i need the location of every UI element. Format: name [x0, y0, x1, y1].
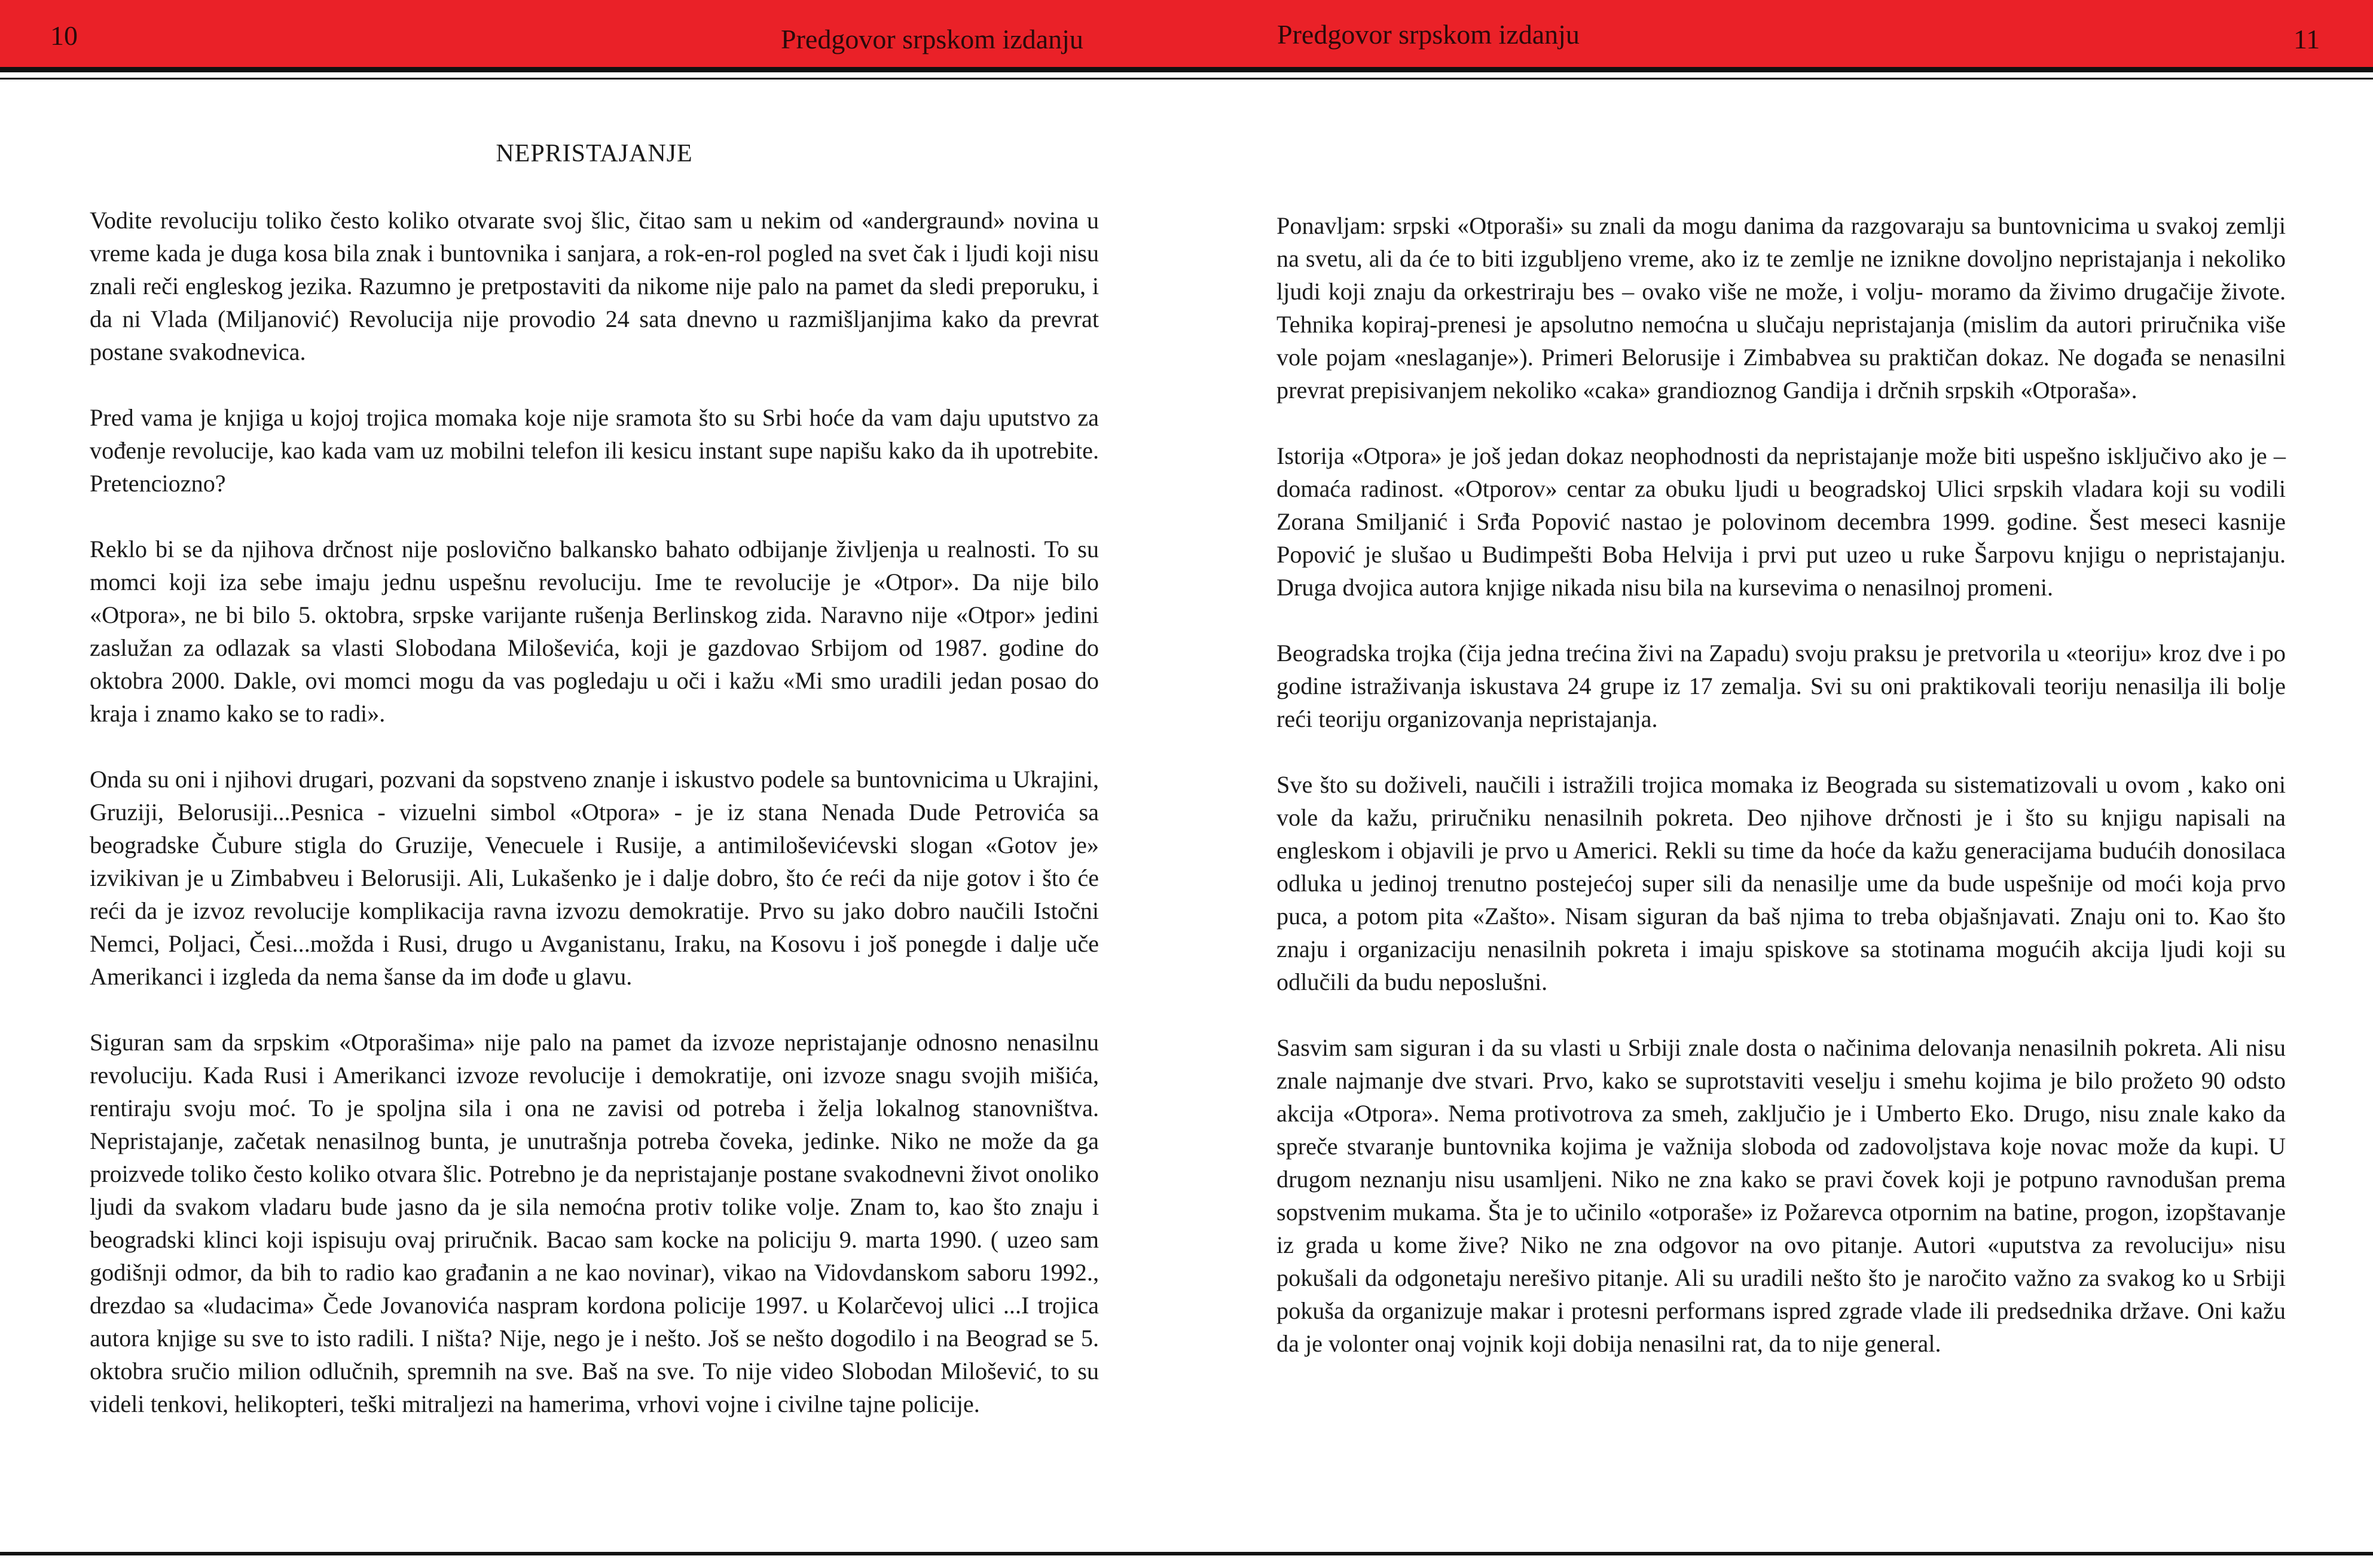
page-number-left: 10 [50, 20, 78, 51]
right-page-text [1276, 209, 2286, 1393]
running-title-right: Predgovor srpskom izdanju [1277, 19, 1580, 50]
paragraph: Reklo bi se da njihova drčnost nije poslovično balkansko bahato odbijanje življenja u realnosti. To su momci koji iza sebe imaju jednu uspešnu revoluciju. Ime te revolucije je «Otpor». Da nije bilo «Otpora», ne bi bilo 5. oktobra, srpske varijante rušenja Berlinskog zida. Naravno nije «Otpor» jedini zaslužan za odlazak sa vlasti Slobodana Miloševića, koji je gazdovao Srbijom od 1987. godine do oktobra 2000. Dakle, ovi momci mogu da vas pogledaju u oči i kažu «Mi smo uradili jedan posao do kraja i znamo kako se to radi». [90, 536, 1099, 727]
paragraph: Onda su oni i njihovi drugari, pozvani da sopstveno znanje i iskustvo podele sa buntovnicima u Ukrajini, Gruziji, Belorusiji...Pesnica - vizuelni simbol «Otpora» - je iz stana Nenada Dude Petrovića sa beogradske Čubure stigla do Gruzije, Venecuele i Rusije, a antimiloševićevski slogan «Gotov je» izvikivan je u Zimbabveu i Belorusiji. Ali, Lukašenko je i dalje dobro, što će reći da nije gotov i što će reći da je izvoz revolucije komplikacija ravna izvozu demokratije. Prvo su jako dobro naučili Istočni Nemci, Poljaci, Česi...možda i Rusi, drugo u Avganistanu, Iraku, na Kosovu i još ponegde i dalje uče Amerikanci i izgleda da nema šanse da im dođe u glavu. [90, 766, 1099, 990]
section-heading: NEPRISTAJANJE [496, 140, 693, 167]
paragraph: Ponavljam: srpski «Otporaši» su znali da mogu danima da razgovaraju sa buntovnicima u svakoj zemlji na svetu, ali da će to biti izgubljeno vreme, ako iz te zemlje ne iznikne dovoljno nepristajanja i nekoliko ljudi koji znaju da orkestriraju bes – ovako više ne može, i volju- moramo da živimo drugačije živote. Tehnika kopiraj-prenesi je apsolutno nemoćna u slučaju nepristajanja (mislim da autori priručnika više vole pojam «neslaganje»). Primeri Belorusije i Zimbabvea su praktičan dokaz. Ne događa se nenasilni prevrat prepisivanjem nekoliko «caka» grandioznog Gandija i drčnih srpskih «Otporaša». [1276, 212, 2286, 404]
running-title-left: Predgovor srpskom izdanju [781, 24, 1083, 54]
paragraph: Sasvim sam siguran i da su vlasti u Srbiji znale dosta o načinima delovanja nenasilnih pokreta. Ali nisu znale najmanje dve stvari. Prvo, kako se suprotstaviti veselju i smehu kojima je bilo prožeto 90 odsto akcija «Otpora». Nema protivotrova za smeh, zaključio je i Umberto Eko. Drugo, nisu znale kako da spreče stvaranje buntovnika kojima je važnija sloboda od zadovoljstava koje novac može da kupi. U drugom neznanju nisu usamljeni. Niko ne zna kako se pravi čovek koji je potpuno ravnodušan prema sopstvenim mukama. Šta je to učinilo «otporaše» iz Požarevca otpornim na batine, progon, izopštavanje iz grada u kome žive? Niko ne zna odgovor na ovo pitanje. Autori «uputstva za revoluciju» nisu pokušali da odgonetaju nerešivo pitanje. Ali su uradili nešto što je naročito važno za svakog ko u Srbiji pokuša da organizuje makar i protesni performans ispred zgrade vlade ili predsednika države. Oni kažu da je volonter onaj vojnik koji dobija nenasilni rat, da to nije general. [1276, 1034, 2286, 1357]
footer-rule [0, 1552, 2373, 1555]
paragraph: Siguran sam da srpskim «Otporašima» nije palo na pamet da izvoze nepristajanje odnosno nenasilnu revoluciju. Kada Rusi i Amerikanci izvoze revolucije i demokratije, oni izvoze snagu svojih mišića, rentiraju svoju moć. To je spoljna sila i ona ne zavisi od potreba i želja lokalnog stanovništva. Nepristajanje, začetak nenasilnog bunta, je unutrašnja potreba čoveka, jedinke. Niko ne može da ga proizvede toliko često koliko otvara šlic. Potrebno je da nepristajanje postane svakodnevni život onoliko ljudi da svakom vladaru bude jasno da je sila nemoćna protiv tolike volje. Znam to, kao što znaju i beogradski klinci koji ispisuju ovaj priručnik. Bacao sam kocke na policiju 9. marta 1990. ( uzeo sam godišnji odmor, da bih to radio kao građanin a ne kao novinar), vikao na Vidovdanskom saboru 1992., drezdao sa «ludacima» Čede Jovanovića naspram kordona policije 1997. u Kolarčevoj ulici ...I trojica autora knjige su sve to isto radili. I ništa? Nije, nego je i nešto. Još se nešto dogodilo i na Beograd se 5. oktobra sručio milion odlučnih, spremnih na sve. Baš na sve. To nije video Slobodan Milošević, to su videli tenkovi, helikopteri, teški mitraljezi na hamerima, vrhovi vojne i civilne tajne policije. [90, 1029, 1099, 1417]
paragraph: Pred vama je knjiga u kojoj trojica momaka koje nije sramota što su Srbi hoće da vam daju uputstvo za vođenje revolucije, kao kada vam uz mobilni telefon ili kesicu instant supe napišu kako da ih upotrebite. Pretenciozno? [90, 404, 1099, 497]
page-number-right: 11 [2293, 24, 2320, 54]
left-page-text [90, 137, 1099, 1453]
paragraph: Beogradska trojka (čija jedna trećina živi na Zapadu) svoju praksu je pretvorila u «teoriju» kroz dve i po godine istraživanja iskustava 24 grupe iz 17 zemalja. Svi su oni praktikovali teoriju nenasilja ili bolje reći teoriju organizovanja nepristajanja. [1276, 640, 2286, 732]
paragraph: Sve što su doživeli, naučili i istražili trojica momaka iz Beograda su sistematizovali u ovom , kako oni vole da kažu, priručniku nenasilnih pokreta. Deo njihove drčnosti je i što su knjigu napisali na engleskom i objavili je prvo u Americi. Rekli su time da hoće da kažu generacijama budućih donosilaca odluka u jedinoj trenutno postejećoj super sili da nenasilje ume da bude uspešnije od moći koja prvo puca, a potom pita «Zašto». Nisam siguran da baš njima to treba objašnjavati. Znaju oni to. Kao što znaju i organizaciju nenasilnih pokreta i imaju spiskove sa stotinama mogućih akcija ljudi koji su odlučili da budu neposlušni. [1276, 771, 2286, 995]
header-band [0, 0, 2373, 67]
header-rule-thick [0, 67, 2373, 72]
paragraph: Istorija «Otpora» je još jedan dokaz neophodnosti da nepristajanje može biti uspešno isključivo ako je – domaća radinost. «Otporov» centar za obuku ljudi u beogradskoj Ulici srpskih vladara koji su vodili Zorana Smiljanić i Srđa Popović nastao je polovinom decembra 1999. godine. Šest meseci kasnije Popović je slušao u Budimpešti Boba Helvija i prvi put uzeo u ruke Šarpovu knjigu o nepristajanju. Druga dvojica autora knjige nikada nisu bila na kursevima o nenasilnoj promeni. [1276, 442, 2286, 601]
header-rule-thin [0, 78, 2373, 80]
paragraph: Vodite revoluciju toliko često koliko otvarate svoj šlic, čitao sam u nekim od «andergraund» novina u vreme kada je duga kosa bila znak i buntovnika i sanjara, a rok-en-rol pogled na svet čak i ljudi koji nisu znali reči engleskog jezika. Razumno je pretpostaviti da nikome nije palo na pamet da sledi preporuku, i da ni Vlada (Miljanović) Revolucija nije provodio 24 sata dnevno u razmišljanjima kako da prevrat postane svakodnevica. [90, 207, 1099, 365]
